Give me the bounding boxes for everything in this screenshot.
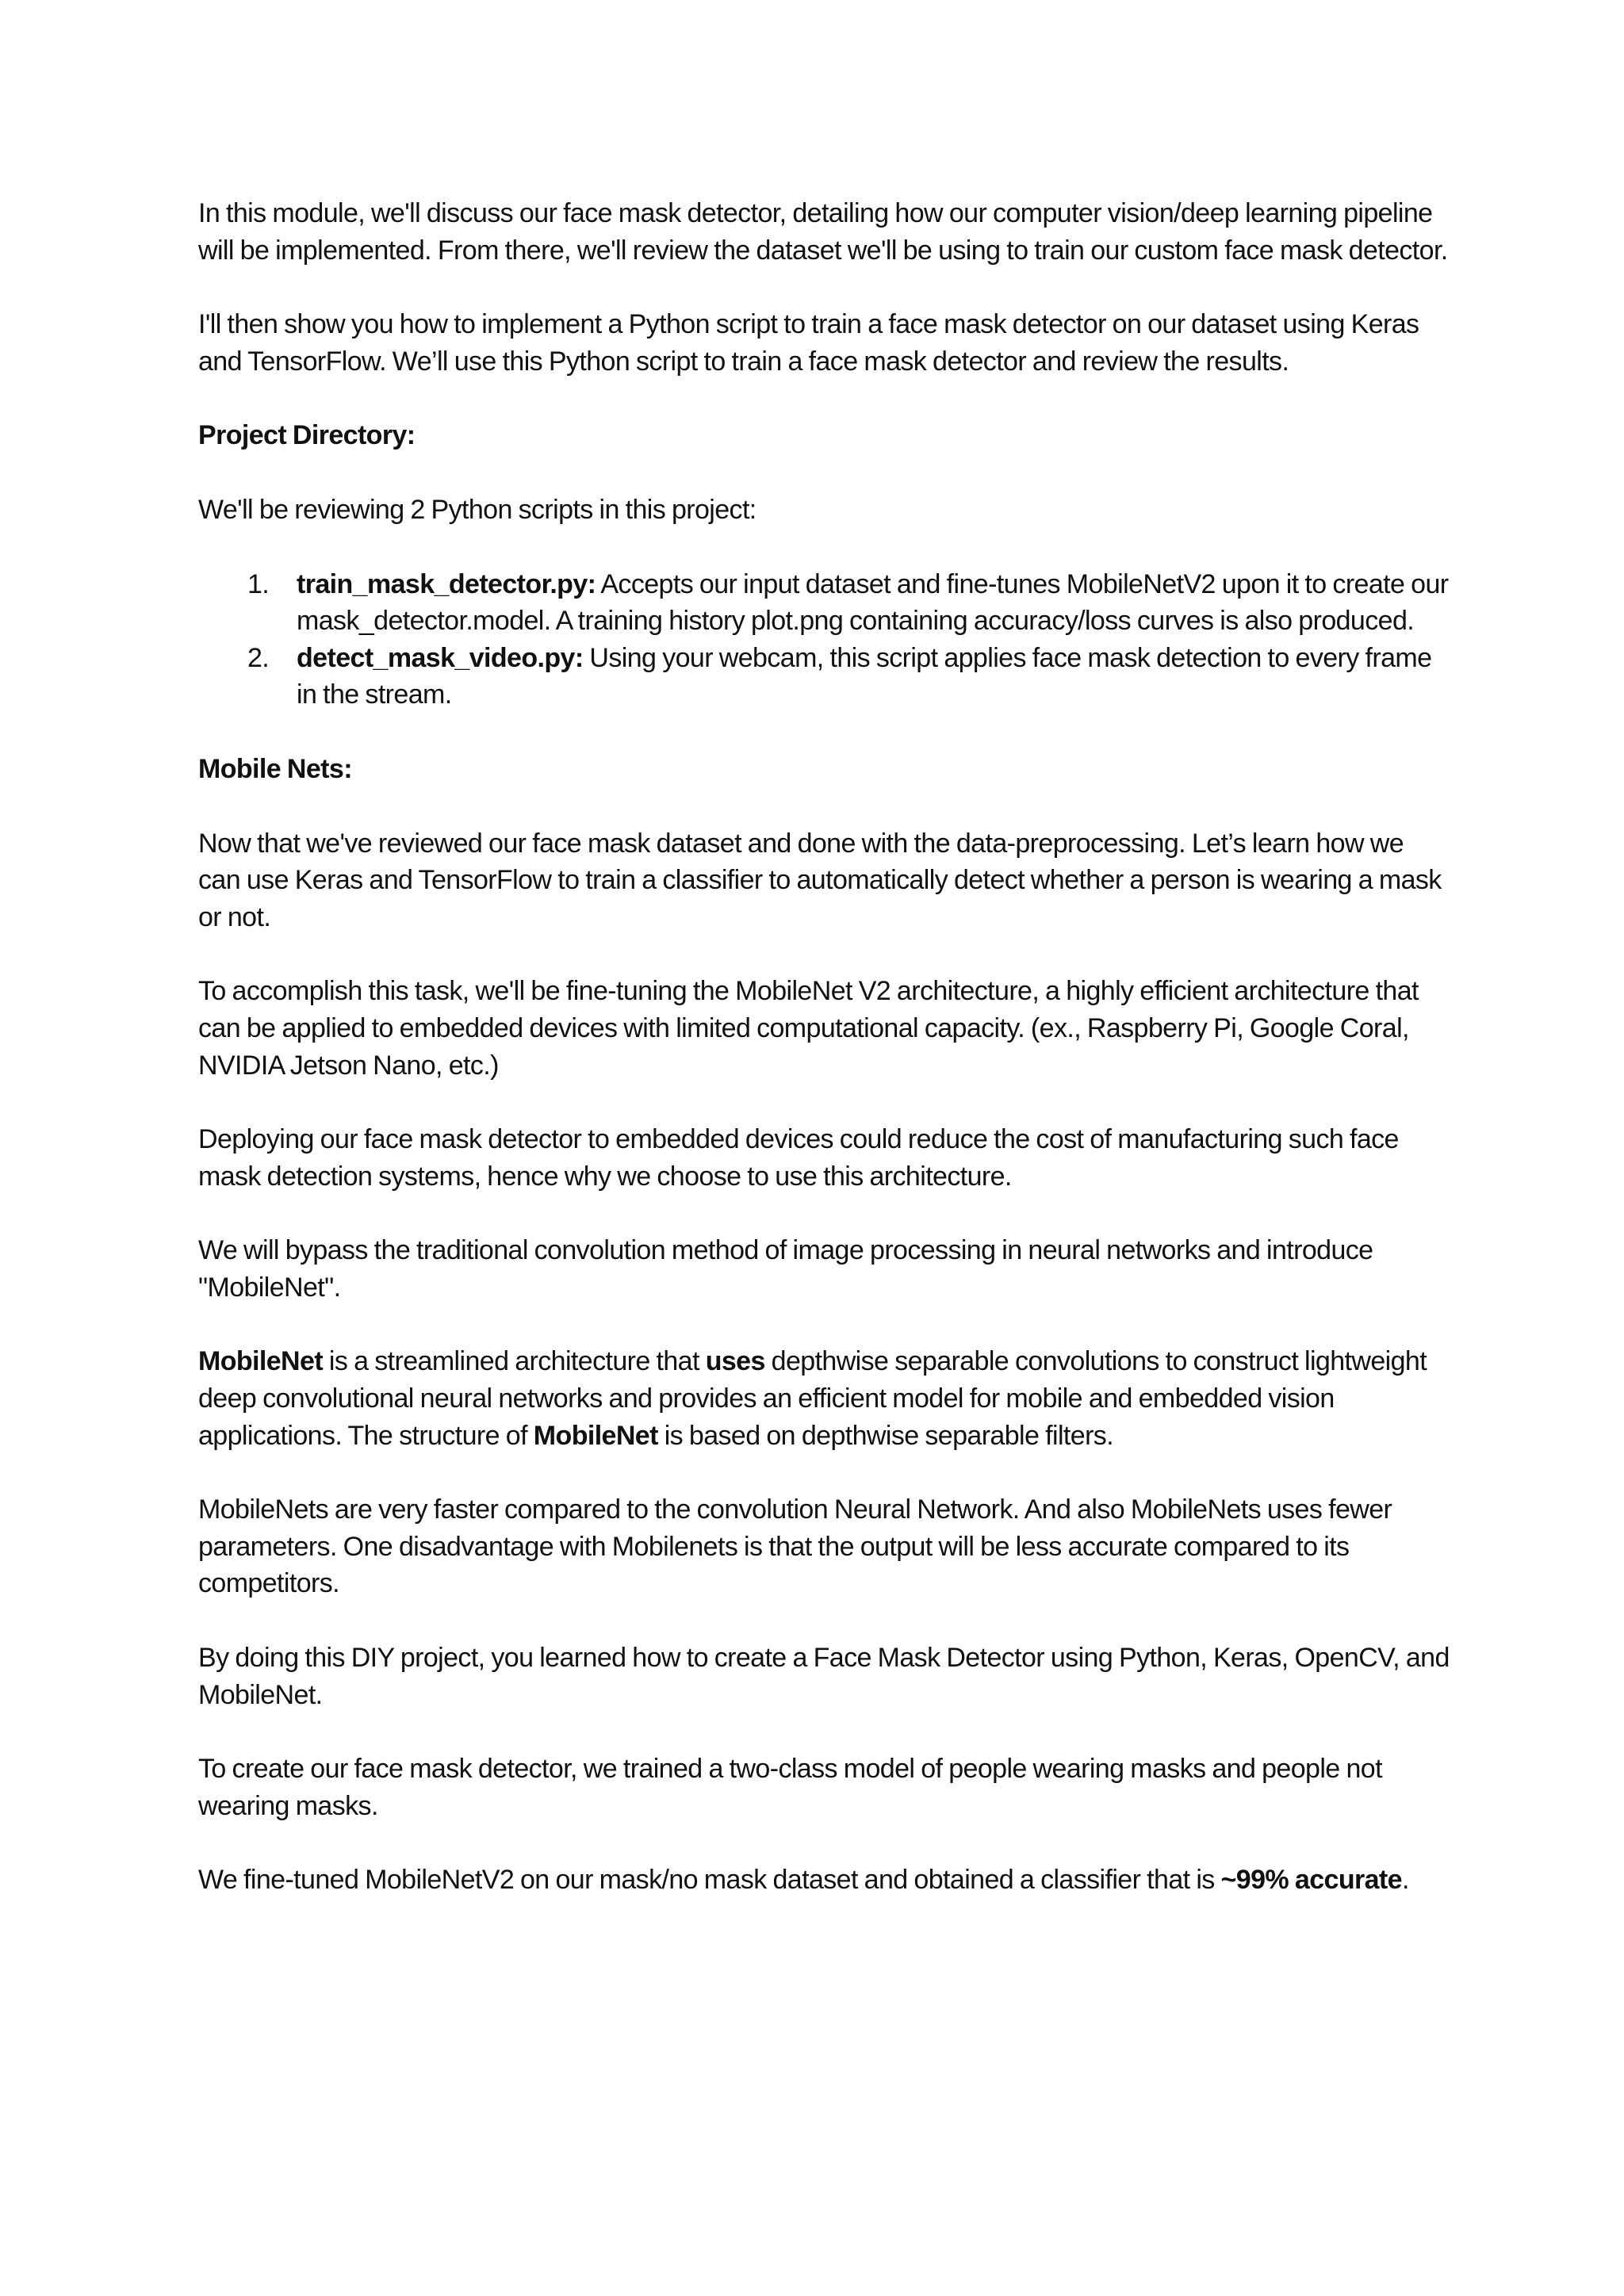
project-directory-heading: Project Directory:	[198, 420, 416, 451]
mobile-nets-paragraph-1: Now that we've reviewed our face mask dataset and done with the data-preprocessing. Let’s learn how we can use Keras and TensorFlow to train a classifier to automatically detect whether a person is wearing a mask or not.	[198, 828, 1442, 932]
document-body	[198, 195, 1451, 1936]
bold-term: uses	[705, 1346, 765, 1377]
mobile-nets-paragraph-7: By doing this DIY project, you learned how to create a Face Mask Detector using Python, Keras, OpenCV, and MobileNet.	[198, 1643, 1450, 1710]
bold-term: MobileNet	[533, 1420, 658, 1451]
intro-paragraph-2: I'll then show you how to implement a Python script to train a face mask detector on our dataset using Keras and TensorFlow. We’ll use this Python script to train a face mask detector and review the results.	[198, 309, 1419, 377]
list-item	[198, 640, 1451, 714]
mobile-nets-heading: Mobile Nets:	[198, 753, 352, 784]
mobile-nets-paragraph-5	[198, 1343, 1451, 1454]
list-item	[198, 566, 1451, 640]
text-run: depthwise separable convolutions to construct lightweight deep convolutional neural networks and provides an efficient model for mobile and embedded vision applications. The structure of	[198, 1346, 1427, 1451]
bold-term: MobileNet	[198, 1346, 324, 1377]
script-description: Using your webcam, this script applies face mask detection to every frame in the stream.	[297, 642, 1432, 710]
text-run: We fine-tuned MobileNetV2 on our mask/no mask dataset and obtained a classifier that is	[198, 1865, 1221, 1896]
project-directory-lead: We'll be reviewing 2 Python scripts in this project:	[198, 494, 756, 525]
list-item-number: 2.	[247, 642, 270, 673]
accuracy-highlight: ~99% accurate	[1220, 1865, 1402, 1896]
text-run: is a streamlined architecture that	[323, 1346, 706, 1377]
mobile-nets-paragraph-9	[198, 1862, 1451, 1899]
mobile-nets-paragraph-2: To accomplish this task, we'll be fine-tuning the MobileNet V2 architecture, a highly efficient architecture that can be applied to embedded devices with limited computational capacity. (ex., Raspberry Pi, Google Coral, NVIDIA Jetson Nano, etc.)	[198, 976, 1419, 1081]
text-run: .	[1401, 1865, 1409, 1896]
mobile-nets-paragraph-6: MobileNets are very faster compared to the convolution Neural Network. And also MobileNets uses fewer parameters. One disadvantage with Mobilenets is that the output will be less accurate compared to its competitors.	[198, 1494, 1392, 1599]
intro-paragraph-1: In this module, we'll discuss our face mask detector, detailing how our computer vision/deep learning pipeline will be implemented. From there, we'll review the dataset we'll be using to train our custom face mask detector.	[198, 198, 1448, 266]
list-item-number: 1.	[247, 568, 270, 599]
script-name: train_mask_detector.py:	[297, 568, 596, 599]
mobile-nets-paragraph-3: Deploying our face mask detector to embedded devices could reduce the cost of manufacturing such face mask detection systems, hence why we choose to use this architecture.	[198, 1124, 1399, 1192]
mobile-nets-paragraph-8: To create our face mask detector, we trained a two-class model of people wearing masks and people not wearing masks.	[198, 1754, 1382, 1821]
mobile-nets-paragraph-4: We will bypass the traditional convolution method of image processing in neural networks and introduce "MobileNet".	[198, 1235, 1373, 1303]
text-run: is based on depthwise separable filters.	[657, 1420, 1114, 1451]
script-description: Accepts our input dataset and fine-tunes MobileNetV2 upon it to create our mask_detector.model. A training history plot.png containing accuracy/loss curves is also produced.	[297, 568, 1449, 637]
scripts-list	[198, 566, 1451, 714]
script-name: detect_mask_video.py:	[297, 642, 584, 673]
